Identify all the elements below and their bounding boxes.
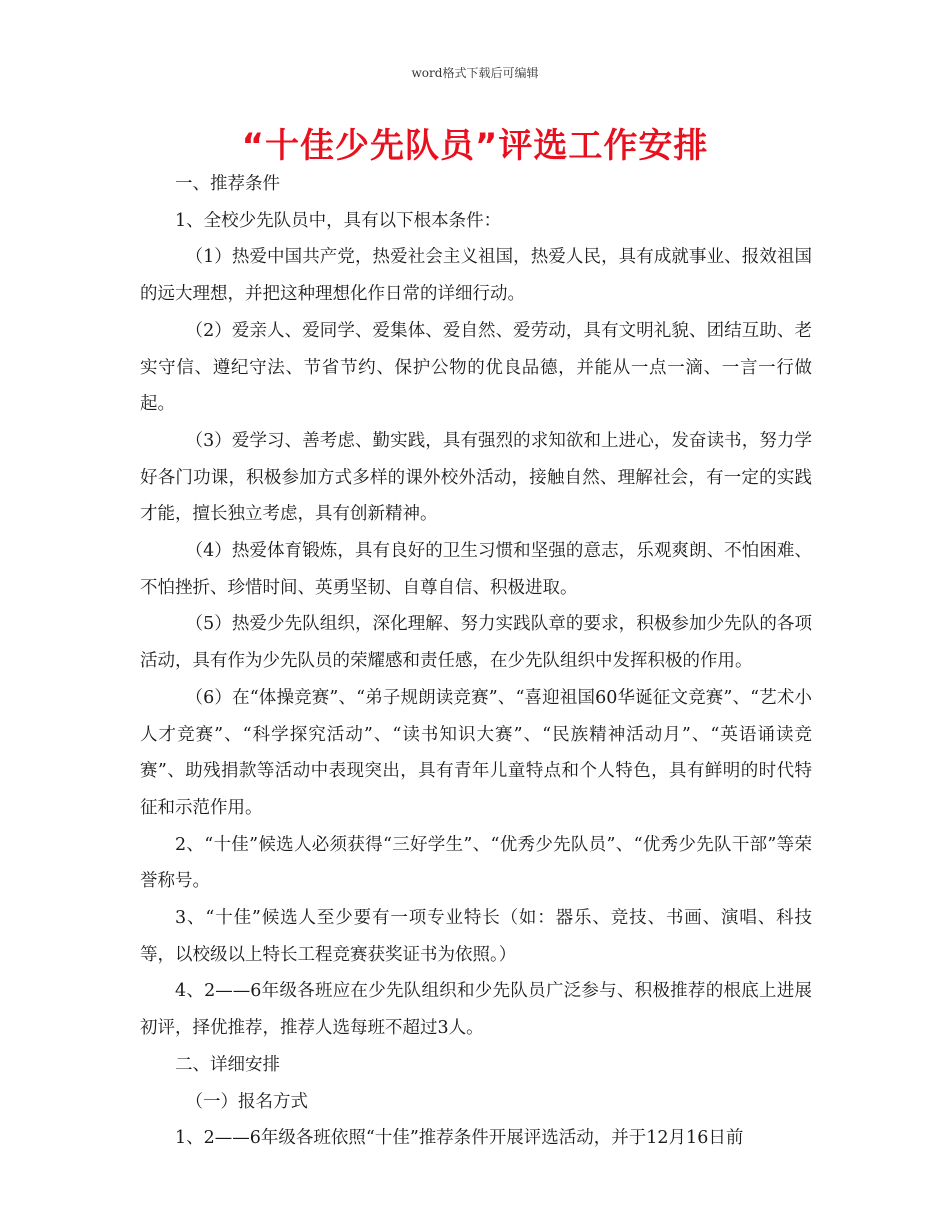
paragraph: 3、“十佳”候选人至少要有一项专业特长（如：器乐、竞技、书画、演唱、科技等，以校级以上特长工程竞赛获奖证书为依照。） <box>140 908 812 965</box>
paragraph: 1、2——6年级各班依照“十佳”推荐条件开展评选活动，并于12月16日前 <box>175 1128 744 1149</box>
paragraph: （4）热爱体育锻炼，具有良好的卫生习惯和坚强的意志，乐观爽朗、不怕困难、不怕挫折、珍惜时间、英勇坚韧、自尊自信、积极进取。 <box>140 541 812 598</box>
section-heading: 一、推荐条件 <box>175 174 280 194</box>
paragraph: （6）在“体操竞赛”、“弟子规朗读竞赛”、“喜迎祖国60华诞征文竞赛”、“艺术小人才竞赛”、“科学探究活动”、“读书知识大赛”、“民族精神活动月”、“英语诵读竞赛”、助残捐款等活动中表现突出，具有青年儿童特点和个人特色，具有鲜明的时代特征和示范作用。 <box>140 687 812 818</box>
section-heading: 二、详细安排 <box>175 1054 280 1075</box>
document-body <box>140 166 812 1157</box>
paragraph: 1、全校少先队员中，具有以下根本条件： <box>175 210 502 231</box>
header-note: word格式下载后可编辑 <box>411 66 539 80</box>
paragraph: 2、“十佳”候选人必须获得“三好学生”、“优秀少先队员”、“优秀少先队干部”等荣誉称号。 <box>140 834 812 892</box>
paragraph: 4、2——6年级各班应在少先队组织和少先队员广泛参与、积极推荐的根底上进展初评，择优推荐，推荐人选每班不超过3人。 <box>140 981 812 1039</box>
document-title: “十佳少先队员”评选工作安排 <box>241 126 709 166</box>
paragraph: （3）爱学习、善考虑、勤实践，具有强烈的求知欲和上进心，发奋读书，努力学好各门功课，积极参加方式多样的课外校外活动，接触自然、理解社会，有一定的实践才能，擅长独立考虑，具有创新精神。 <box>140 430 812 525</box>
paragraph: （1）热爱中国共产党，热爱社会主义祖国，热爱人民，具有成就事业、报效祖国的远大理想，并把这种理想化作日常的详细行动。 <box>140 247 812 305</box>
paragraph: （5）热爱少先队组织，深化理解、努力实践队章的要求，积极参加少先队的各项活动，具有作为少先队员的荣耀感和责任感，在少先队组织中发挥积极的作用。 <box>140 614 812 672</box>
paragraph: （2）爱亲人、爱同学、爱集体、爱自然、爱劳动，具有文明礼貌、团结互助、老实守信、遵纪守法、节省节约、保护公物的优良品德，并能从一点一滴、一言一行做起。 <box>140 320 812 415</box>
subsection-heading: （一）报名方式 <box>185 1091 308 1112</box>
